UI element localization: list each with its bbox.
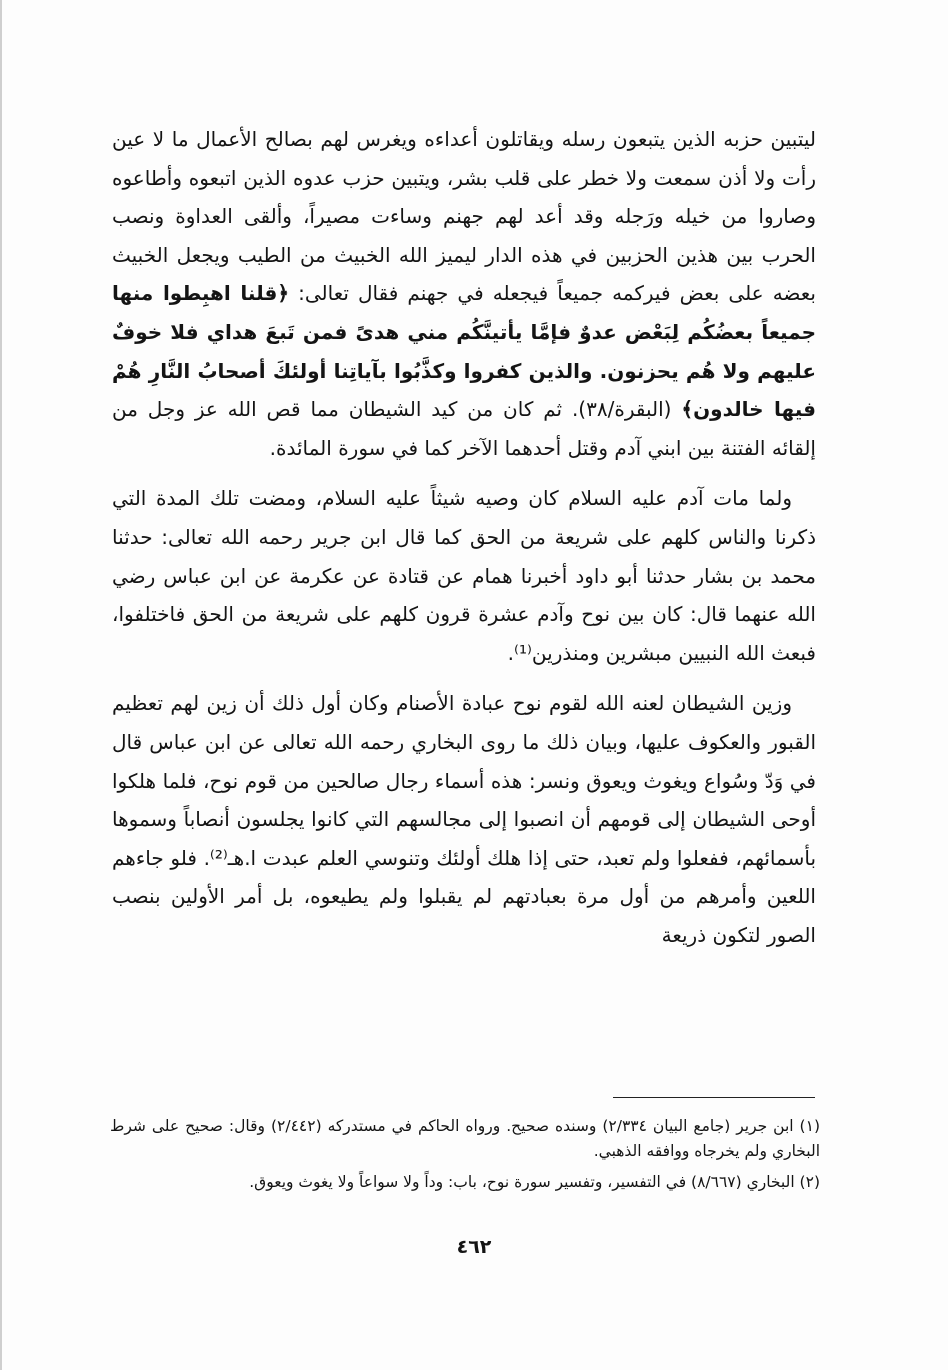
paragraph-1-continuation: (البقرة/٣٨). ثم كان من كيد الشيطان مما قص الله عز وجل من إلقائه الفتنة بين ابني آدم وقتل أحدهما الآخر كما في سورة المائدة. [112,397,816,460]
paragraph-1 [112,120,816,467]
scan-edge [0,0,2,1370]
paragraph-3 [112,684,816,954]
main-text [112,120,816,954]
footnote-1: (١) ابن جرير (جامع البيان ٢/٣٣٤) وسنده صحيح. ورواه الحاكم في مستدركه (٢/٤٤٢) وقال: صحيح على شرط البخاري ولم يخرجاه ووافقه الذهبي. [110,1117,820,1160]
paragraph-2 [112,479,816,672]
quran-verse: ﴿قلنا اهبِطوا منها جميعاً بعضُكُم لِبَعْض عدوٌ فإمَّا يأتينَّكُم مني هدىً فمن تَبعَ هداي فلا خوفٌ عليهم ولا هُم يحزنون. والذين كفروا وكذَّبُوا بآياتِنا أولئكَ أصحابُ النَّارِ هُمْ فيها خالدون﴾ [112,281,816,422]
footnote-separator [613,1097,815,1098]
footnotes [110,1114,820,1195]
paragraph-2-text: ولما مات آدم عليه السلام كان وصيه شيثاً عليه السلام، ومضت تلك المدة التي ذكرنا والناس كلهم على شريعة من الحق كما قال ابن جرير رحمه الله تعالى: حدثنا محمد بن بشار حدثنا أبو داود أخبرنا همام عن قتادة عن عكرمة عن ابن عباس رضي الله عنهما قال: كان بين نوح وآدم عشرة قرون كلهم على شريعة من الحق فاختلفوا، فبعث الله النبيين مبشرين ومنذرين⁽¹⁾. [112,486,816,665]
page-number: ٤٦٢ [456,1236,492,1258]
paragraph-1-intro: ليتبين حزبه الذين يتبعون رسله ويقاتلون أعداءه ويغرس لهم بصالح الأعمال ما لا عين رأت ولا أذن سمعت ولا خطر على قلب بشر، ويتبين حزب عدوه الذين اتبعوه وأطاعوه وصاروا من خيله ورَجله وقد أعد لهم جهنم وساءت مصيراً، وألقى العداوة ونصب الحرب بين هذين الحزبين في هذه الدار ليميز الله الخبيث من الطيب ويجعل الخبيث بعضه على بعض فيركمه جميعاً فيجعله في جهنم فقال تعالى: [112,127,816,306]
footnote-2: (٢) البخاري (٨/٦٦٧) في التفسير، وتفسير سورة نوح، باب: وداً ولا سواعاً ولا يغوث ويعوق. [249,1173,820,1191]
paragraph-3-text: وزين الشيطان لعنه الله لقوم نوح عبادة الأصنام وكان أول ذلك أن زين لهم تعظيم القبور والعكوف عليها، وبيان ذلك ما روى البخاري رحمه الله تعالى عن ابن عباس قال في وَدّ وسُواع ويغوث ويعوق ونسر: هذه أسماء رجال صالحين من قوم نوح، فلما هلكوا أوحى الشيطان إلى قومهم أن انصبوا إلى مجالسهم التي كانوا يجلسون أنصاباً وسموها بأسمائهم، ففعلوا ولم تعبد، حتى إذا هلك أولئك وتنوسي العلم عبدت ا.هـ⁽²⁾. فلو جاءهم اللعين وأمرهم من أول مرة بعبادتهم لم يقبلوا ولم يطيعوه، بل أمر الأولين بنصب الصور لتكون ذريعة [112,691,817,947]
